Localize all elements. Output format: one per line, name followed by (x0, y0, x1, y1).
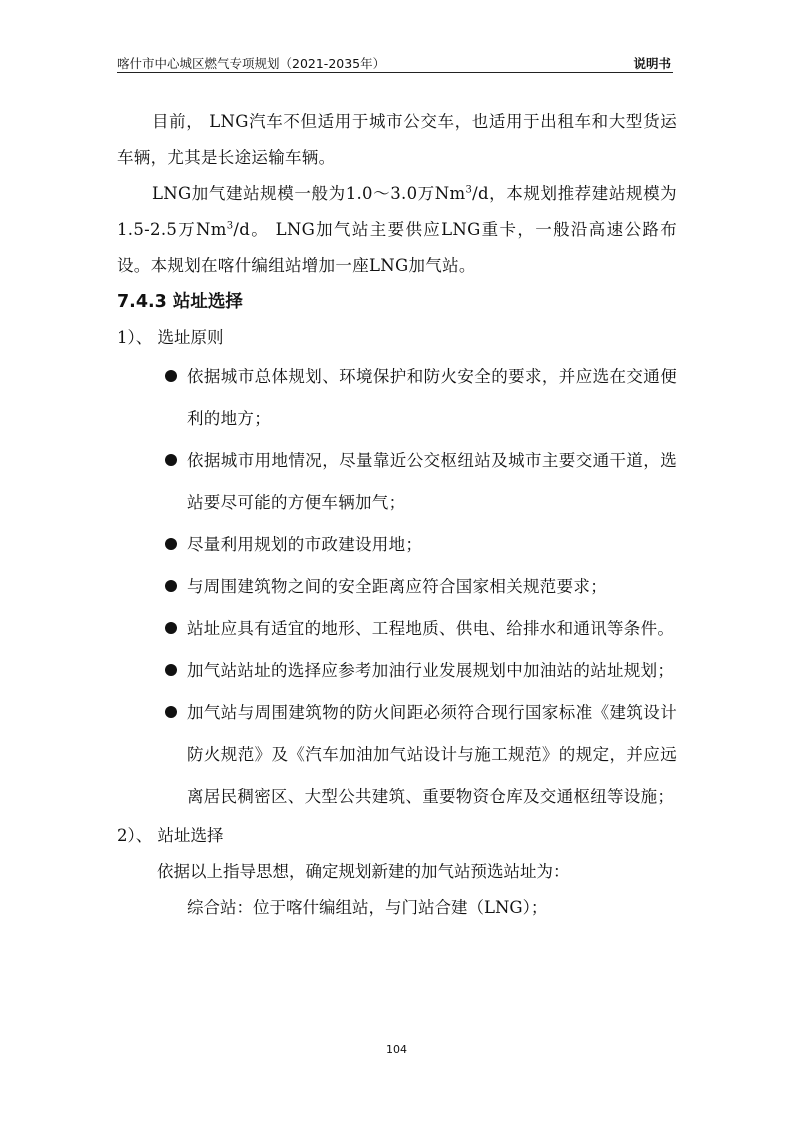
list-item (117, 356, 677, 440)
bullet-icon (165, 580, 177, 592)
list-item (117, 650, 677, 692)
page-number: 104 (386, 1043, 407, 1056)
header-divider (117, 72, 673, 73)
selection-item: 综合站：位于喀什编组站，与门站合建（LNG）； (187, 898, 548, 917)
list-item-text: 加气站站址的选择应参考加油行业发展规划中加油站的站址规划； (187, 661, 675, 680)
list-item (117, 440, 677, 524)
bullet-icon (165, 664, 177, 676)
list-item-text: 站址应具有适宜的地形、工程地质、供电、给排水和通讯等条件。 (187, 619, 675, 638)
bullet-icon (165, 538, 177, 550)
selection-intro: 依据以上指导思想，确定规划新建的加气站预选站址为： (157, 862, 570, 881)
bullet-icon (165, 622, 177, 634)
paragraph-station-scale (117, 176, 677, 284)
paragraph-lng-vehicles: 目前， LNG汽车不但适用于城市公交车，也适用于出租车和大型货运车辆，尤其是长途运输车辆。 (117, 112, 677, 167)
principles-list (117, 356, 677, 818)
page-body (117, 104, 677, 926)
list-item-text: 与周围建筑物之间的安全距离应符合国家相关规范要求； (187, 577, 607, 596)
header-doc-type: 说明书 (633, 56, 671, 71)
scale-text-3: /d。 LNG加气站主要供应LNG重卡，一般沿高速公路布设。本规划在喀什编组站增加一座LNG加气站。 (117, 220, 677, 275)
list-item-text: 尽量利用规划的市政建设用地； (187, 535, 423, 554)
header-title: 喀什市中心城区燃气专项规划（2021-2035年） (117, 56, 386, 71)
scale-text-1: LNG加气建站规模一般为1.0～3.0万Nm (152, 184, 466, 203)
section-heading: 7.4.3 站址选择 (117, 292, 243, 312)
list-item-text: 依据城市用地情况，尽量靠近公交枢纽站及城市主要交通干道，选站要尽可能的方便车辆加气； (187, 451, 677, 512)
list-item-text: 依据城市总体规划、环境保护和防火安全的要求，并应选在交通便利的地方； (187, 367, 677, 428)
page-header (117, 50, 673, 74)
list-label-principles: 1）、 选址原则 (117, 328, 224, 347)
bullet-icon (165, 706, 177, 718)
scale-text-2: /d，本规划推荐建站规模为1.5-2.5万Nm (117, 184, 677, 239)
list-item-text: 加气站与周围建筑物的防火间距必须符合现行国家标准《建筑设计防火规范》及《汽车加油加气站设计与施工规范》的规定，并应远离居民稠密区、大型公共建筑、重要物资仓库及交通枢纽等设施； (187, 703, 677, 806)
scale-superscript-1: 3 (465, 184, 473, 196)
bullet-icon (165, 454, 177, 466)
list-item (117, 566, 677, 608)
scale-superscript-2: 3 (226, 220, 234, 232)
list-item (117, 608, 677, 650)
list-label-selection: 2）、 站址选择 (117, 826, 224, 845)
list-item (117, 692, 677, 818)
list-item (117, 524, 677, 566)
bullet-icon (165, 370, 177, 382)
